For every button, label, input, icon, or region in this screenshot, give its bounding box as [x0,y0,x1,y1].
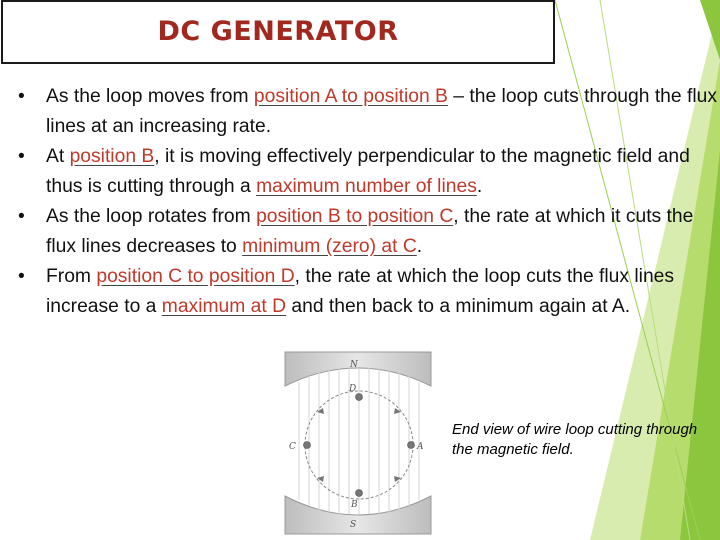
bullet-item: • At position B, it is moving effectively perpendicular to the magnetic field and thus is cutting through a maximum number of lines. [18,142,718,202]
conductor-c [304,442,311,449]
conductor-d [356,394,363,401]
highlight-text: minimum (zero) at C [242,236,417,257]
title-box [1,0,555,64]
bullet-item: • From position C to position D, the rate at which the loop cuts the flux lines increase to a maximum at D and then back to a minimum again at A. [18,262,718,322]
label-b: B [351,500,358,510]
figure-caption: End view of wire loop cutting through the magnetic field. [452,421,698,458]
slide-title: DC GENERATOR [157,16,399,47]
bullet-dot: • [18,266,25,287]
bullet-item: • As the loop rotates from position B to position C, the rate at which it cuts the flux lines decreases to minimum (zero) at C. [18,202,718,262]
highlight-text: position C to position D [96,266,295,287]
generator-end-view-figure [283,346,433,540]
highlight-text: maximum number of lines [256,176,477,197]
highlight-text: maximum at D [161,296,287,317]
bullet-list [18,82,718,322]
label-s: S [350,520,357,530]
highlight-text: position A to position B [253,86,448,107]
label-c: C [289,442,296,452]
bullet-dot: • [18,146,25,167]
highlight-text: position B [69,146,155,167]
label-d: D [349,384,357,394]
label-a: A [417,442,424,452]
label-n: N [350,360,358,370]
conductor-b [356,490,363,497]
conductor-a [408,442,415,449]
bullet-dot: • [18,86,25,107]
highlight-text: position B to position C [256,206,454,227]
bullet-dot: • [18,206,25,227]
bullet-item: • As the loop moves from position A to position B – the loop cuts through the flux lines at an increasing rate. [18,82,718,142]
